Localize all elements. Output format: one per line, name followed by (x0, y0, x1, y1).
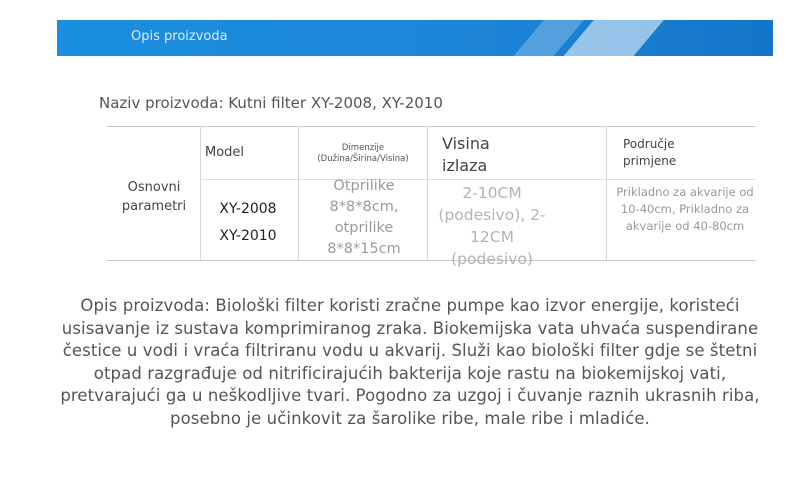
header-area: Područje primjene (623, 137, 677, 168)
header-height: Visina izlaza (442, 134, 490, 175)
header-dimensions-title: Dimenzije (341, 143, 385, 153)
models-cell (203, 196, 293, 250)
table-column-divider (606, 126, 607, 260)
model-value: XY-2010 (219, 228, 277, 244)
section-banner (57, 20, 773, 56)
table-column-divider (298, 126, 299, 260)
model-value: XY-2008 (219, 201, 277, 217)
table-header-divider (200, 179, 756, 180)
area-value: Prikladno za akvarije od 10-40cm, Prikladno za akvarije od 40-80cm (616, 185, 754, 233)
product-description: Opis proizvoda: Biološki filter koristi zračne pumpe kao izvor energije, koristeći usisavanje iz sustava komprimiranog zraka. Biokemijska vata uhvaća suspendirane čestice u vodi i vraća filtriranu vodu u akvarij. Služi kao biološki filter gdje se štetni otpad razgrađuje od nitrificirajućih bakterija koje rastu na biokemijskoj vati, pretvarajući ga u neškodljive tvari. Pogodno za uzgoj i čuvanje raznih ukrasnih riba, posebno je učinkovit za šarolike ribe, male ribe i mladiće. (60, 296, 760, 428)
header-model: Model (205, 145, 245, 160)
header-dimensions (302, 143, 424, 165)
banner-title: Opis proizvoda (131, 29, 228, 44)
table-column-divider (200, 126, 201, 260)
dimensions-value: Otprilike 8*8*8cm, otprilike 8*8*15cm (327, 178, 401, 257)
header-dimensions-subtitle: (Dužina/Širina/Visina) (317, 154, 409, 164)
row-label: Osnovni parametri (121, 180, 187, 214)
table-column-divider (427, 126, 428, 260)
height-value: 2-10CM (podesivo), 2-12CM (podesivo) (438, 184, 546, 268)
table-top-border (107, 126, 756, 127)
product-name: Naziv proizvoda: Kutni filter XY-2008, XY-2010 (99, 94, 443, 112)
